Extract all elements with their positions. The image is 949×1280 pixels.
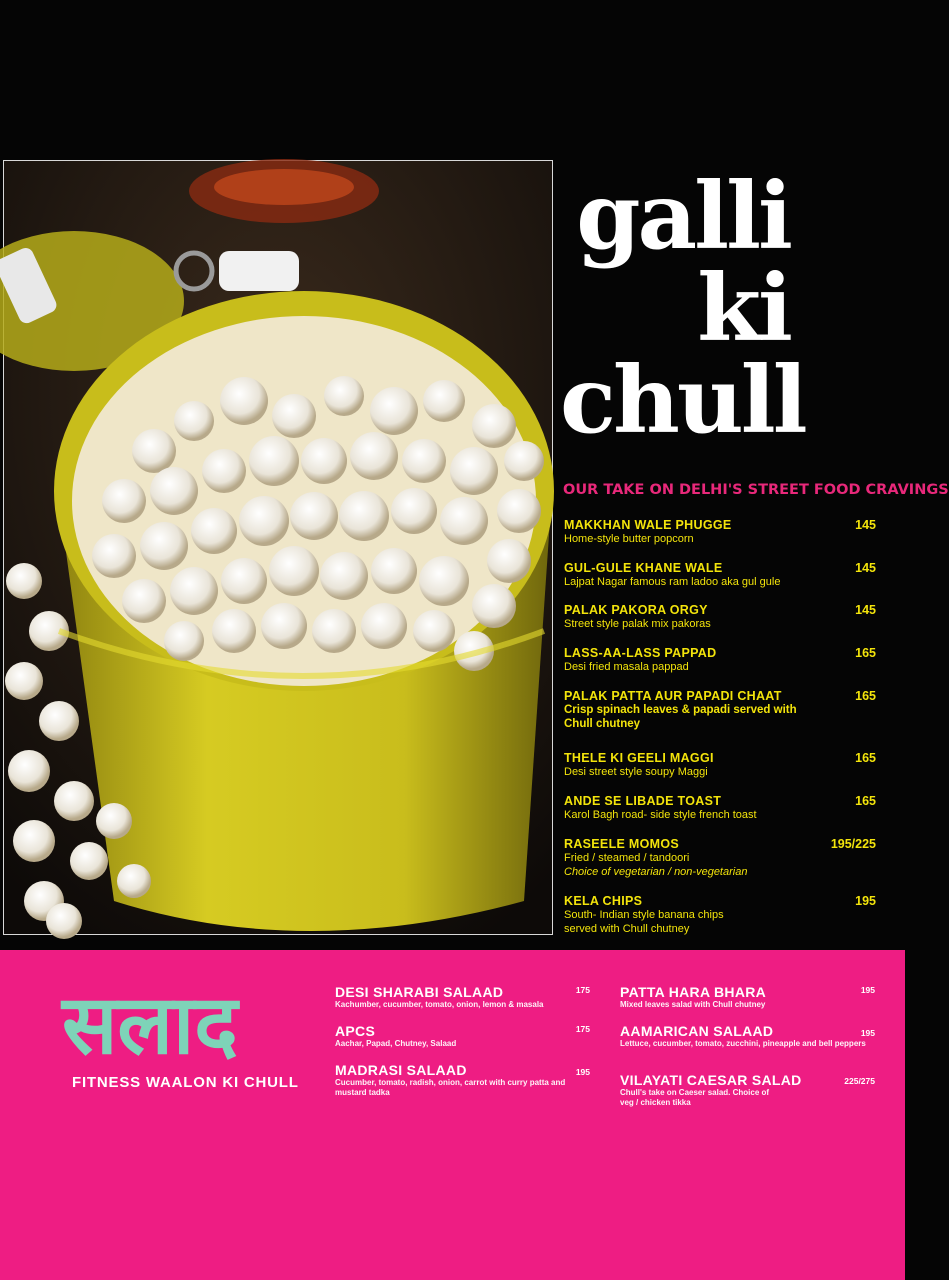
salad-item-price: 225/275 — [844, 1076, 875, 1086]
menu-item-name: PALAK PAKORA ORGY — [564, 603, 708, 617]
salad-item-desc: Aachar, Papad, Chutney, Salaad — [335, 1039, 457, 1048]
menu-item — [564, 561, 876, 589]
menu-item — [564, 646, 876, 674]
salad-item-name: AAMARICAN SALAAD — [620, 1023, 774, 1039]
salad-item — [620, 1023, 875, 1049]
salad-item — [620, 1072, 875, 1108]
salad-item — [335, 1023, 590, 1049]
salad-item-name: MADRASI SALAAD — [335, 1062, 467, 1078]
popcorn-photo — [3, 160, 553, 935]
salad-item-desc: Lettuce, cucumber, tomato, zucchini, pineapple and bell peppers — [620, 1039, 866, 1048]
salad-item-price: 175 — [575, 985, 590, 995]
salad-item-name: PATTA HARA BHARA — [620, 984, 767, 1000]
title-line-3: chull — [560, 346, 805, 454]
menu-item-note: Choice of vegetarian / non-vegetarian — [564, 866, 748, 878]
menu-item-desc: Home-style butter popcorn — [564, 533, 694, 545]
menu-item-price: 145 — [855, 561, 876, 575]
menu-item-price: 145 — [855, 603, 876, 617]
menu-item — [564, 837, 876, 879]
menu-item-name: THELE KI GEELI MAGGI — [564, 751, 714, 765]
menu-item-price: 145 — [855, 518, 876, 532]
section-subtitle: OUR TAKE ON DELHI'S STREET FOOD CRAVINGS — [563, 482, 949, 498]
menu-item — [564, 794, 876, 822]
menu-item — [564, 751, 876, 779]
salad-item-price: 195 — [575, 1067, 590, 1077]
popcorn-bucket-illustration — [4, 161, 552, 934]
menu-item-price: 195/225 — [830, 837, 876, 851]
salaad-hindi-logo — [60, 975, 310, 1073]
salad-item-price: 175 — [575, 1024, 590, 1034]
salad-item-name: VILAYATI CAESAR SALAD — [620, 1072, 802, 1088]
menu-item-desc: Karol Bagh road- side style french toast — [564, 809, 757, 821]
menu-item-name: KELA CHIPS — [564, 894, 643, 908]
salad-item-desc: Chull's take on Caeser salad. Choice of veg / chicken tikka — [620, 1088, 770, 1107]
salad-item-name: DESI SHARABI SALAAD — [335, 984, 504, 1000]
menu-item-name: LASS-AA-LASS PAPPAD — [564, 646, 717, 660]
menu-item — [564, 689, 876, 731]
menu-item-price: 165 — [855, 646, 876, 660]
menu-item-desc: Fried / steamed / tandoori — [564, 852, 690, 864]
galli-ki-chull-title — [560, 162, 805, 454]
salad-tagline: FITNESS WAALON KI CHULL — [72, 1074, 299, 1091]
menu-item-desc: Desi fried masala pappad — [564, 661, 689, 673]
menu-item-price: 165 — [855, 689, 876, 703]
menu-item-name: GUL-GULE KHANE WALE — [564, 561, 723, 575]
menu-item-desc: Street style palak mix pakoras — [564, 618, 711, 630]
salad-item — [620, 984, 875, 1010]
menu-item-name: MAKKHAN WALE PHUGGE — [564, 518, 732, 532]
salad-item-desc: Kachumber, cucumber, tomato, onion, lemon & masala — [335, 1000, 544, 1009]
menu-item-price: 195 — [855, 894, 876, 908]
menu-item-desc: Crisp spinach leaves & papadi served with Chull chutney — [564, 704, 797, 730]
salad-item-desc: Mixed leaves salad with Chull chutney — [620, 1000, 766, 1009]
menu-item-price: 165 — [855, 794, 876, 808]
salad-item-desc: Cucumber, tomato, radish, onion, carrot with curry patta and mustard tadka — [335, 1078, 566, 1097]
title-line-2: ki — [697, 254, 790, 362]
title-line-1: galli — [576, 162, 790, 270]
salad-item-price: 195 — [860, 1028, 875, 1038]
menu-item-price: 165 — [855, 751, 876, 765]
menu-item-name: ANDE SE LIBADE TOAST — [564, 794, 722, 808]
salad-item-name: APCS — [335, 1023, 376, 1039]
hindi-title-text: सलाद — [62, 978, 238, 1073]
menu-item-desc: Lajpat Nagar famous ram ladoo aka gul gule — [564, 576, 781, 588]
salad-item — [335, 984, 590, 1010]
menu-item-desc: Desi street style soupy Maggi — [564, 766, 708, 778]
menu-item — [564, 518, 876, 546]
salad-item-price: 195 — [860, 985, 875, 995]
salad-item — [335, 1062, 590, 1098]
menu-item — [564, 894, 876, 936]
menu-item-name: RASEELE MOMOS — [564, 837, 680, 851]
menu-item-name: PALAK PATTA AUR PAPADI CHAAT — [564, 689, 782, 703]
menu-item-desc: South- Indian style banana chips served with Chull chutney — [564, 909, 724, 935]
menu-item — [564, 603, 876, 631]
